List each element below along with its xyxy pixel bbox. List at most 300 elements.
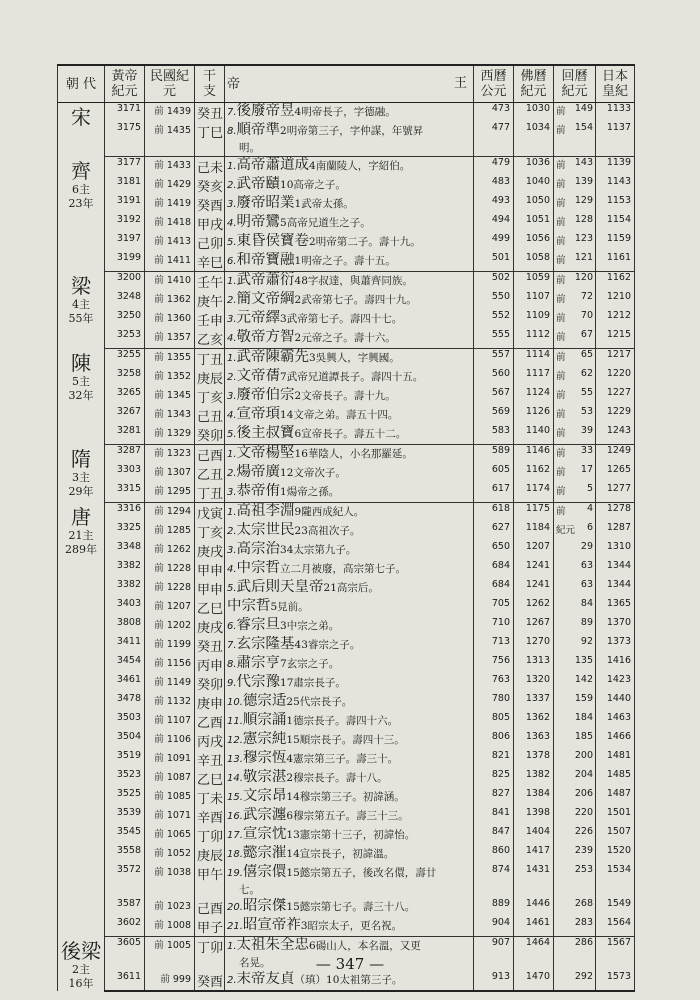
emperor-desc: 21高宗后。 [323,582,379,594]
emperor-desc: 16華陰人，小名那羅延。 [294,448,413,460]
minguo-year: 前 1419 [145,195,195,214]
huangdi-year: 3175 [105,122,145,157]
table-row [58,788,635,807]
table-row [58,195,635,214]
hijri-cell [554,826,596,845]
japanese-year: 1487 [596,788,635,807]
emperor-desc: 3吳興人，字興國。 [309,352,400,364]
table-row [58,971,635,991]
minguo-year: 前 1307 [145,464,195,483]
western-year: 550 [474,291,514,310]
hijri-year: 135 [574,655,593,666]
emperor-cell [225,329,474,349]
hijri-prefix: 前 [556,428,566,439]
minguo-year: 前 1065 [145,826,195,845]
huangdi-year: 3611 [105,971,145,991]
hijri-cell [554,674,596,693]
buddhist-year: 1382 [514,769,554,788]
table-row [58,272,635,292]
header-ganzhi: 干支 [195,65,225,103]
emperor-desc: 4南蘭陵人，字紹伯。 [309,160,411,172]
emperor-cell [225,750,474,769]
emperor-desc: 2穆宗長子。壽十八。 [286,772,388,784]
emperor-name: 文帝蒨 [236,368,281,384]
ganzhi: 甲午 [195,864,225,898]
western-year: 560 [474,368,514,387]
dynasty-name: 齊 [71,158,91,183]
hijri-year: 84 [580,598,593,609]
dynasty-cell [58,157,105,272]
ganzhi: 戊寅 [195,503,225,523]
table-row [58,560,635,579]
hijri-cell [554,769,596,788]
emperor-name: 敬宗湛 [242,769,287,785]
buddhist-year: 1241 [514,579,554,598]
western-year: 821 [474,750,514,769]
emperor-cell [225,712,474,731]
japanese-year: 1310 [596,541,635,560]
japanese-year: 1249 [596,445,635,465]
hijri-year: 184 [574,712,593,723]
ganzhi: 乙巳 [195,769,225,788]
emperor-desc: 15懿宗第五子，後改名儇，壽廿 [286,867,437,879]
table-row [58,233,635,252]
emperor-cell [225,560,474,579]
ganzhi: 庚午 [195,291,225,310]
reign-index: 2. [227,180,237,191]
emperor-desc: 5高帝兄道生之子。 [280,217,371,229]
japanese-year: 1229 [596,406,635,425]
ganzhi: 癸酉 [195,195,225,214]
emperor-name: 廢帝昭業 [236,195,295,211]
emperor-desc: 34太宗第九子。 [280,544,357,556]
western-year: 605 [474,464,514,483]
buddhist-year: 1241 [514,560,554,579]
minguo-year: 前 1085 [145,788,195,807]
ganzhi: 乙巳 [195,598,225,617]
emperor-desc: 23高祖次子。 [294,525,361,537]
hijri-year: 89 [580,617,593,628]
buddhist-year: 1126 [514,406,554,425]
hijri-year: 292 [574,971,593,982]
emperor-desc: 10高帝之子。 [280,179,346,191]
table-row [58,349,635,369]
hijri-cell [554,541,596,560]
hijri-cell [554,655,596,674]
huangdi-year: 3177 [105,157,145,177]
table-row [58,598,635,617]
reign-index: 18. [227,849,243,860]
table-row [58,406,635,425]
table-row [58,464,635,483]
emperor-name: 昭宣帝祚 [242,917,301,933]
emperor-desc: 14宣宗長子，初諱溫。 [286,848,395,860]
hijri-cell [554,522,596,541]
emperor-desc: 6碭山人，本名溫，又更 [309,940,421,952]
hijri-year: 5 [586,483,593,494]
japanese-year: 1481 [596,750,635,769]
emperor-name: 順宗誦 [242,712,287,728]
buddhist-year: 1162 [514,464,554,483]
reign-index: 1. [227,353,237,364]
minguo-year: 前 1005 [145,937,195,972]
japanese-year: 1344 [596,560,635,579]
western-year: 713 [474,636,514,655]
emperor-cell [225,368,474,387]
emperor-desc: 3中宗之弟。 [280,620,340,632]
minguo-year: 前 1357 [145,329,195,349]
minguo-year: 前 1343 [145,406,195,425]
hijri-year: 129 [574,195,593,206]
header-riben: 日本皇紀 [596,65,635,103]
ganzhi: 癸卯 [195,425,225,445]
hijri-year: 200 [574,750,593,761]
ganzhi: 己丑 [195,406,225,425]
hijri-prefix: 前 [556,125,566,136]
reign-index: 4. [227,410,237,421]
dynasty-info: 55年 [68,311,94,325]
table-row [58,579,635,598]
western-year: 763 [474,674,514,693]
buddhist-year: 1363 [514,731,554,750]
huangdi-year: 3572 [105,864,145,898]
hijri-cell [554,291,596,310]
minguo-year: 前 1433 [145,157,195,177]
huangdi-year: 3519 [105,750,145,769]
emperor-desc: 2文帝長子。壽十九。 [294,390,396,402]
hijri-year: 121 [574,252,593,263]
western-year: 589 [474,445,514,465]
header-dynasty: 朝 代 [58,65,105,103]
hijri-year: 63 [580,579,593,590]
hijri-prefix: 前 [556,371,566,382]
table-row [58,176,635,195]
ganzhi: 庚辰 [195,845,225,864]
hijri-cell [554,406,596,425]
huangdi-year: 3503 [105,712,145,731]
reign-index: 14. [227,773,243,784]
table-row [58,693,635,712]
buddhist-year: 1109 [514,310,554,329]
western-year: 473 [474,103,514,123]
emperor-cell [225,252,474,272]
hijri-year: 185 [574,731,593,742]
japanese-year: 1501 [596,807,635,826]
emperor-cell [225,195,474,214]
hijri-year: 159 [574,693,593,704]
emperor-name: 宣宗忱 [242,826,287,842]
table-row [58,483,635,503]
hijri-cell [554,387,596,406]
emperor-cell [225,971,474,991]
hijri-year: 253 [574,864,593,875]
minguo-year: 前 1410 [145,272,195,292]
huangdi-year: 3539 [105,807,145,826]
emperor-desc: 2元帝之子。壽十六。 [294,332,396,344]
emperor-name: 肅宗亨 [236,655,281,671]
header-emperor-left: 帝 [227,76,241,92]
dynasty-cell [58,503,105,937]
dynasty-info: 6主 [72,182,90,196]
emperor-cell [225,807,474,826]
hijri-prefix: 前 [556,198,566,209]
buddhist-year: 1431 [514,864,554,898]
japanese-year: 1217 [596,349,635,369]
emperor-cell [225,598,474,617]
hijri-year: 139 [574,176,593,187]
japanese-year: 1567 [596,937,635,972]
table-row [58,636,635,655]
buddhist-year: 1034 [514,122,554,157]
emperor-name: 德宗适 [242,693,287,709]
huangdi-year: 3525 [105,788,145,807]
huangdi-year: 3265 [105,387,145,406]
hijri-year: 70 [580,310,593,321]
hijri-prefix: 前 [556,313,566,324]
hijri-year: 62 [580,368,593,379]
emperor-desc: 9隴西成紀人。 [294,506,365,518]
hijri-prefix: 前 [556,106,566,117]
emperor-cell [225,406,474,425]
japanese-year: 1573 [596,971,635,991]
table-row [58,826,635,845]
western-year: 567 [474,387,514,406]
hijri-year: 63 [580,560,593,571]
reign-index: 5. [227,583,237,594]
huangdi-year: 3403 [105,598,145,617]
hijri-cell [554,845,596,864]
emperor-name: 中宗哲 [227,598,271,614]
ganzhi: 癸亥 [195,176,225,195]
emperor-name: 末帝友貞 [236,971,295,987]
emperor-desc: 6宣帝長子。壽五十二。 [294,428,407,440]
emperor-name: 高帝蕭道成 [236,157,310,173]
japanese-year: 1215 [596,329,635,349]
ganzhi: 癸丑 [195,636,225,655]
western-year: 501 [474,252,514,272]
dynasty-info: 29年 [68,484,94,498]
western-year: 477 [474,122,514,157]
huangdi-year: 3197 [105,233,145,252]
ganzhi: 乙亥 [195,329,225,349]
western-year: 805 [474,712,514,731]
huangdi-year: 3248 [105,291,145,310]
hijri-prefix: 前 [556,332,566,343]
japanese-year: 1344 [596,579,635,598]
buddhist-year: 1184 [514,522,554,541]
minguo-year: 前 1295 [145,483,195,503]
hijri-year: 154 [574,122,593,133]
buddhist-year: 1124 [514,387,554,406]
emperor-name: 睿宗旦 [236,617,281,633]
emperor-desc: 2明帝第三子，字仲謀，年號昇 [280,125,424,137]
minguo-year: 前 1435 [145,122,195,157]
huangdi-year: 3348 [105,541,145,560]
reign-index: 2. [227,975,237,986]
hijri-year: 29 [580,541,593,552]
reign-index: 2. [227,468,237,479]
dynasty-info: 5主 [72,374,90,388]
emperor-desc: 7武帝兄道譚長子。壽四十五。 [280,371,424,383]
emperor-desc: 1明帝之子。壽十五。 [294,255,396,267]
ganzhi: 乙丑 [195,464,225,483]
header-huangdi: 黃帝紀元 [105,65,145,103]
emperor-desc: 12文帝次子。 [280,467,346,479]
emperor-desc: 15順宗長子。壽四十三。 [286,734,405,746]
hijri-prefix: 前 [556,179,566,190]
emperor-cell [225,693,474,712]
emperor-table [57,64,635,992]
emperor-name: 順帝準 [236,122,281,138]
reign-index: 15. [227,792,243,803]
hijri-year: 220 [574,807,593,818]
western-year: 756 [474,655,514,674]
ganzhi: 辛巳 [195,252,225,272]
hijri-prefix: 紀元 [556,525,576,536]
emperor-desc-cont: 明。 [239,142,260,154]
emperor-cell [225,464,474,483]
huangdi-year: 3523 [105,769,145,788]
minguo-year: 前 1418 [145,214,195,233]
emperor-name: 廢帝伯宗 [236,387,295,403]
ganzhi: 庚戌 [195,617,225,636]
dynasty-info: 4主 [72,297,90,311]
emperor-cell [225,522,474,541]
western-year: 904 [474,917,514,937]
minguo-year: 前 999 [145,971,195,991]
ganzhi: 辛酉 [195,807,225,826]
emperor-name: 武帝蕭衍 [236,272,295,288]
table-row [58,368,635,387]
hijri-cell [554,503,596,523]
japanese-year: 1137 [596,122,635,157]
hijri-cell [554,349,596,369]
emperor-desc: 14穆宗第三子。初諱涵。 [286,791,405,803]
reign-index: 20. [227,902,243,913]
western-year: 874 [474,864,514,898]
emperor-desc: 1武帝太孫。 [294,198,354,210]
dynasty-cell [58,272,105,349]
japanese-year: 1227 [596,387,635,406]
emperor-name: 代宗豫 [236,674,281,690]
huangdi-year: 3287 [105,445,145,465]
emperor-name: 簡文帝綱 [236,291,295,307]
minguo-year: 前 1329 [145,425,195,445]
emperor-cell [225,674,474,693]
japanese-year: 1278 [596,503,635,523]
western-year: 499 [474,233,514,252]
ganzhi: 壬申 [195,310,225,329]
buddhist-year: 1175 [514,503,554,523]
hijri-cell [554,636,596,655]
hijri-prefix: 前 [556,255,566,266]
huangdi-year: 3200 [105,272,145,292]
hijri-cell [554,425,596,445]
reign-index: 4. [227,333,237,344]
hijri-cell [554,310,596,329]
emperor-desc: 4憲宗第三子。壽三十。 [286,753,399,765]
header-emperor-right: 王 [453,76,467,91]
emperor-name: 僖宗儇 [242,864,287,880]
minguo-year: 前 1107 [145,712,195,731]
table-row [58,617,635,636]
hijri-prefix: 前 [556,486,566,497]
table-row [58,731,635,750]
reign-index: 7. [227,640,237,651]
ganzhi: 丙戌 [195,731,225,750]
dynasty-info: 16年 [68,976,94,990]
western-year: 502 [474,272,514,292]
hijri-prefix: 前 [556,236,566,247]
reign-index: 8. [227,659,237,670]
huangdi-year: 3808 [105,617,145,636]
emperor-desc: 48字叔達，與蕭齊同族。 [294,275,413,287]
emperor-name: 武宗瀍 [242,807,287,823]
huangdi-year: 3316 [105,503,145,523]
hijri-cell [554,598,596,617]
minguo-year: 前 1091 [145,750,195,769]
buddhist-year: 1398 [514,807,554,826]
emperor-name: 太祖朱全忠 [236,937,310,953]
hijri-cell [554,464,596,483]
japanese-year: 1463 [596,712,635,731]
reign-index: 13. [227,754,243,765]
western-year: 806 [474,731,514,750]
japanese-year: 1159 [596,233,635,252]
ganzhi: 庚辰 [195,368,225,387]
emperor-cell [225,541,474,560]
hijri-year: 39 [580,425,593,436]
ganzhi: 己卯 [195,233,225,252]
emperor-name: 恭帝侑 [236,483,281,499]
reign-index: 7. [227,107,237,118]
emperor-name: 昭宗傑 [242,898,287,914]
header-xili: 西曆公元 [474,65,514,103]
reign-index: 5. [227,237,237,248]
hijri-cell [554,368,596,387]
emperor-cell [225,898,474,917]
western-year: 907 [474,937,514,972]
buddhist-year: 1056 [514,233,554,252]
emperor-desc: 3昭宗太子，更名祝。 [300,920,403,932]
huangdi-year: 3255 [105,349,145,369]
western-year: 494 [474,214,514,233]
western-year: 483 [474,176,514,195]
emperor-desc: 5見前。 [270,601,309,613]
table-body [58,103,635,992]
minguo-year: 前 1323 [145,445,195,465]
minguo-year: 前 1228 [145,579,195,598]
japanese-year: 1133 [596,103,635,123]
hijri-cell [554,233,596,252]
reign-index: 6. [227,621,237,632]
ganzhi: 壬午 [195,272,225,292]
hijri-year: 33 [580,445,593,456]
table-row [58,769,635,788]
emperor-cell [225,769,474,788]
emperor-name: 後主叔寶 [236,425,295,441]
reign-index: 2. [227,526,237,537]
huangdi-year: 3192 [105,214,145,233]
ganzhi: 癸酉 [195,971,225,991]
western-year: 479 [474,157,514,177]
western-year: 617 [474,483,514,503]
minguo-year: 前 1149 [145,674,195,693]
minguo-year: 前 1285 [145,522,195,541]
huangdi-year: 3605 [105,937,145,972]
hijri-year: 72 [580,291,593,302]
reign-index: 5. [227,429,237,440]
